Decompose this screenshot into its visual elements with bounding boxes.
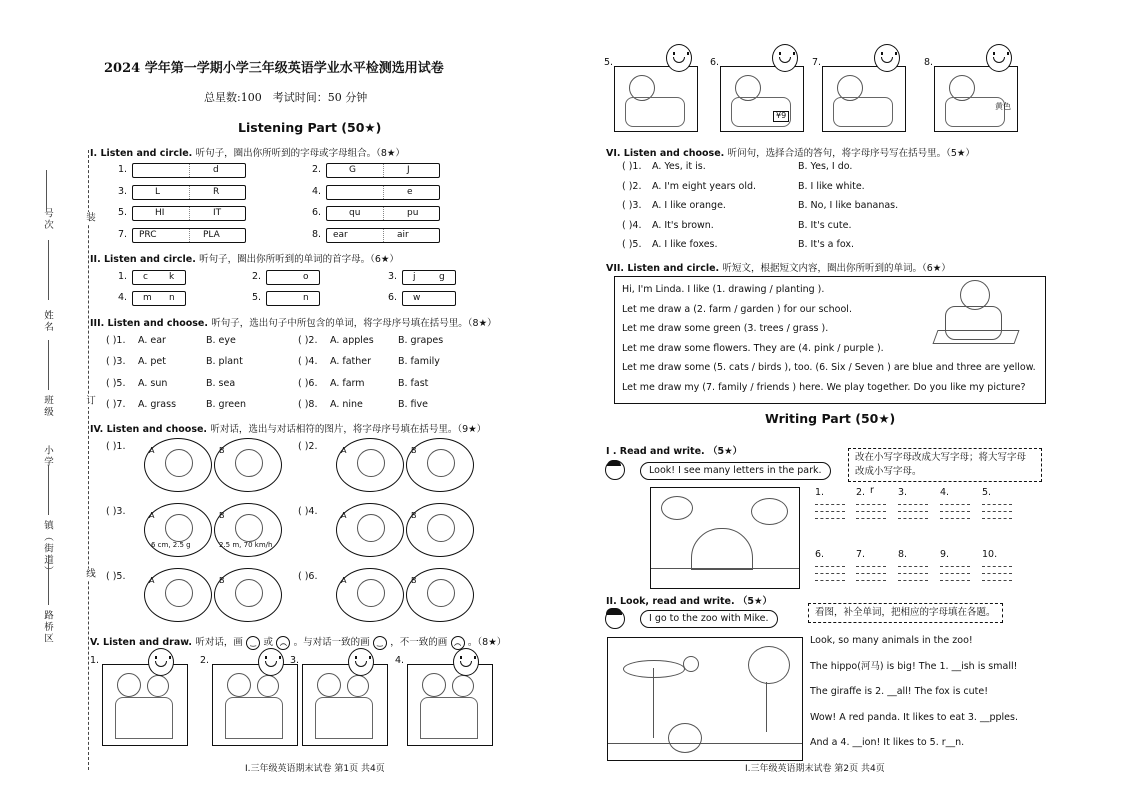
choice-a: A. farm xyxy=(330,377,365,389)
sad-face-icon: ︵ xyxy=(276,636,290,650)
option-a-text: ear xyxy=(333,229,348,240)
picture-sketch xyxy=(165,579,193,607)
picture-caption: 2.5 m, 70 km/h xyxy=(219,541,273,549)
choice-number: ( )2. xyxy=(298,441,318,452)
writing-line xyxy=(940,573,970,574)
writing-2-note: 看图，补全单词，把相应的字母填在各题。 xyxy=(808,603,1003,623)
writing-line xyxy=(815,566,845,567)
listen-draw-picture xyxy=(302,664,388,746)
writing-line xyxy=(815,518,845,519)
listen-draw-picture xyxy=(614,66,698,132)
option-a-text: HI xyxy=(155,208,165,218)
option-b-text: air xyxy=(397,229,409,240)
smile-face-icon xyxy=(258,648,284,676)
choice-b: B. grapes xyxy=(398,335,444,346)
option-letter: B xyxy=(411,446,417,455)
option-b-text: R xyxy=(213,186,220,197)
picture-sketch xyxy=(165,449,193,477)
choice-number: ( )7. xyxy=(106,398,126,410)
option-letter: B xyxy=(411,576,417,585)
writing-line xyxy=(856,511,886,512)
price-tag: ¥9 xyxy=(773,111,789,122)
answer-box xyxy=(132,228,246,243)
choice-b: B. It's a fox. xyxy=(798,239,855,250)
writing-line xyxy=(898,518,928,519)
boy-avatar xyxy=(603,458,625,484)
smile-face-icon: ‿ xyxy=(246,636,260,650)
answer-box xyxy=(132,206,246,221)
choice-number: ( )3. xyxy=(622,200,642,211)
choice-number: ( )4. xyxy=(298,356,318,368)
option-letter: B xyxy=(219,446,225,455)
choice-number: ( )2. xyxy=(622,180,642,192)
section-2-title: II. Listen and circle. 听句子，圈出你所听到的单词的首字母。（6★） xyxy=(90,254,399,265)
choice-a: A. Yes, it is. xyxy=(652,161,706,172)
section-6-title: VI. Listen and choose. 听问句，选择合适的答句，将字母序号写在括号里。（5★） xyxy=(606,148,975,159)
choice-b: B. Yes, I do. xyxy=(798,161,853,172)
figure-sketch xyxy=(452,675,474,697)
section-4-title: IV. Listen and choose. 听对话，选出与对话相符的图片，将字母序号填在括号里。（9★） xyxy=(90,424,487,435)
side-label-town: 镇（街道） xyxy=(42,520,53,578)
option-letter: B xyxy=(219,576,225,585)
face-mouth xyxy=(881,57,893,63)
passage-line: Let me draw some flowers. They are (4. pink / purple ). xyxy=(622,342,884,354)
figure-body xyxy=(420,697,478,739)
sad-face-icon: ︵ xyxy=(451,636,465,650)
figure-sketch xyxy=(227,673,251,697)
box-divider xyxy=(383,186,384,199)
picture-number: 1. xyxy=(90,655,100,666)
figure-body xyxy=(115,697,173,739)
choice-number: ( )6. xyxy=(298,377,318,389)
answer-number: 7. xyxy=(856,549,866,560)
score-line: 总星数:100 考试时间：50 分钟 xyxy=(204,91,368,104)
zoo-sentence: The giraffe is 2. __all! The fox is cute! xyxy=(810,686,989,697)
writing-1-bubble: Look! I see many letters in the park. xyxy=(640,462,831,480)
picture-option-a xyxy=(144,503,212,557)
answer-box xyxy=(266,270,320,285)
picture-sketch xyxy=(235,449,263,477)
picture-option-b xyxy=(406,503,474,557)
box-divider xyxy=(189,229,190,242)
option-b-text: IT xyxy=(213,208,222,218)
option-a-text: j xyxy=(413,272,416,282)
writing-line xyxy=(940,518,970,519)
listen-draw-picture xyxy=(822,66,906,132)
choice-a: A. It's brown. xyxy=(652,219,714,231)
smile-face-icon xyxy=(148,648,174,676)
choice-a: A. nine xyxy=(330,398,363,410)
figure-sketch xyxy=(317,673,341,697)
zoo-sentence: And a 4. __ion! It likes to 5. r__n. xyxy=(810,737,965,748)
answer-number: 6. xyxy=(815,549,825,560)
side-label-name: 姓名 xyxy=(42,310,53,333)
writing-2-bubble: I go to the zoo with Mike. xyxy=(640,610,778,628)
choice-number: ( )3. xyxy=(106,356,126,368)
zoo-sentence: Look, so many animals in the zoo! xyxy=(810,635,973,646)
picture-option-b xyxy=(406,438,474,492)
answer-number: 1. xyxy=(815,487,825,498)
writing-1-note: 改在小写字母改成大写字母；将大写字母改成小写字母。 xyxy=(848,448,1042,482)
face-eyes xyxy=(881,52,897,55)
figure-sketch xyxy=(147,675,169,697)
writing-line xyxy=(815,573,845,574)
writing-line xyxy=(898,580,928,581)
answer-box xyxy=(132,185,246,200)
writing-line xyxy=(856,566,886,567)
section-5-title: V. Listen and draw. 听对话，画 ‿ 或 ︵ 。与对话一致的画 ‿ ，不一致的画 ︵ 。（8★） xyxy=(90,637,507,648)
item-number: 3. xyxy=(118,185,128,197)
smile-face-icon xyxy=(348,648,374,676)
item-number: 1. xyxy=(118,164,128,175)
smile-face-icon xyxy=(666,44,692,72)
picture-number: 6. xyxy=(710,57,720,68)
option-b-text: k xyxy=(169,272,175,282)
picture-number: 7. xyxy=(812,57,822,68)
choice-number: ( )1. xyxy=(106,335,126,346)
passage-line: Let me draw my (7. family / friends ) here. We play together. Do you like my picture? xyxy=(622,381,1026,393)
choice-a: A. pet xyxy=(138,356,166,368)
picture-number: 5. xyxy=(604,57,614,68)
answer-number: 8. xyxy=(898,549,908,560)
picture-option-b xyxy=(214,503,282,557)
number-blank xyxy=(46,170,47,210)
choice-a: A. grass xyxy=(138,398,177,410)
option-letter: A xyxy=(341,446,347,455)
passage-line: Let me draw some green (3. trees / grass ). xyxy=(622,323,829,334)
option-b-text: o xyxy=(303,272,309,282)
option-b-text: pu xyxy=(407,208,419,218)
zoo-sentence: Wow! A red panda. It likes to eat 3. __pples. xyxy=(810,711,1018,723)
writing-1-title: I . Read and write. （5★） xyxy=(606,446,743,457)
face-mouth xyxy=(355,661,367,667)
writing-line xyxy=(982,573,1012,574)
option-letter: A xyxy=(341,511,347,520)
answer-box xyxy=(402,291,456,306)
face-mouth xyxy=(265,661,277,667)
option-letter: A xyxy=(341,576,347,585)
choice-b: B. eye xyxy=(206,335,236,346)
face-eyes xyxy=(265,656,281,659)
picture-option-a xyxy=(144,438,212,492)
duck-color-note: 黄色 xyxy=(995,102,1011,111)
choice-a: A. I'm eight years old. xyxy=(652,180,757,192)
option-a-text: c xyxy=(143,272,148,282)
choice-number: ( )4. xyxy=(622,219,642,231)
side-label-district: 路桥区 xyxy=(42,610,53,645)
given-letter-hint: r xyxy=(870,485,874,496)
writing-line xyxy=(898,504,928,505)
choice-number: ( )8. xyxy=(298,398,318,410)
page-1-footer: Ⅰ.三年级英语期末试卷 第1页 共4页 xyxy=(245,764,385,774)
picture-caption: 6 cm, 2.5 g xyxy=(151,541,191,549)
picture-number: 8. xyxy=(924,57,934,68)
face-eyes xyxy=(355,656,371,659)
choice-number: ( )5. xyxy=(622,239,642,250)
box-divider xyxy=(383,164,384,177)
item-number: 3. xyxy=(388,271,398,282)
picture-sketch xyxy=(357,449,385,477)
writing-line xyxy=(815,511,845,512)
option-b-text: e xyxy=(407,186,413,197)
face-mouth xyxy=(673,57,685,63)
answer-number: 4. xyxy=(940,487,950,498)
option-a-text: m xyxy=(143,293,152,303)
box-divider xyxy=(383,229,384,242)
option-b-text: J xyxy=(407,165,410,175)
option-a-text: G xyxy=(349,165,356,175)
writing-line xyxy=(982,518,1012,519)
item-number: 4. xyxy=(118,292,128,303)
answer-box xyxy=(326,185,440,200)
face-eyes xyxy=(460,656,476,659)
picture-option-a xyxy=(144,568,212,622)
box-divider xyxy=(189,164,190,177)
smile-face-icon: ‿ xyxy=(373,636,387,650)
picture-sketch xyxy=(427,514,455,542)
choice-a: A. apples xyxy=(330,335,374,346)
writing-2-title: II. Look, read and write. （5★） xyxy=(606,596,773,607)
side-label-number: 号次 xyxy=(42,208,53,231)
choice-b: B. No, I like bananas. xyxy=(798,200,899,211)
picture-number: 3. xyxy=(290,655,300,666)
option-b-text: PLA xyxy=(203,229,220,240)
option-a-text: PRC xyxy=(139,229,157,240)
side-blank-1 xyxy=(48,240,49,300)
item-number: 6. xyxy=(388,292,398,303)
choice-number: ( )6. xyxy=(298,571,318,582)
option-letter: A xyxy=(149,446,155,455)
writing-line xyxy=(982,504,1012,505)
option-b-text: d xyxy=(213,165,219,175)
writing-line xyxy=(856,580,886,581)
figure-body xyxy=(625,97,685,127)
writing-line xyxy=(982,580,1012,581)
option-b-text: g xyxy=(439,272,445,282)
option-a-text: qu xyxy=(349,208,361,218)
item-number: 8. xyxy=(312,228,322,240)
writing-line xyxy=(982,511,1012,512)
writing-heading: Writing Part (50★) xyxy=(765,411,896,426)
writing-line xyxy=(856,518,886,519)
side-mark-xian: 线 xyxy=(84,568,95,580)
writing-line xyxy=(940,504,970,505)
option-a-text: w xyxy=(413,293,421,303)
option-letter: A xyxy=(149,511,155,520)
listen-draw-picture xyxy=(720,66,804,132)
writing-line xyxy=(856,573,886,574)
item-number: 7. xyxy=(118,228,128,240)
smile-face-icon xyxy=(874,44,900,72)
answer-box xyxy=(326,206,440,221)
side-mark-zhuang: 装 xyxy=(84,212,95,224)
answer-box xyxy=(266,291,320,306)
section-3-title: III. Listen and choose. 听句子，选出句子中所包含的单词，将字母序号填在括号里。（8★） xyxy=(90,318,497,329)
item-number: 2. xyxy=(312,164,322,175)
answer-box xyxy=(402,270,456,285)
choice-number: ( )2. xyxy=(298,335,318,346)
figure-body xyxy=(833,97,893,127)
option-a-text: L xyxy=(155,186,161,197)
figure-sketch xyxy=(257,675,279,697)
item-number: 1. xyxy=(118,271,128,282)
zoo-sentence: The hippo(河马) is big! The 1. __ish is small! xyxy=(810,660,1018,672)
writing-line xyxy=(815,504,845,505)
picture-option-a xyxy=(336,503,404,557)
girl-drawing-illustration xyxy=(935,280,1027,350)
picture-option-b xyxy=(214,568,282,622)
choice-b: B. It's cute. xyxy=(798,219,852,231)
listen-draw-picture xyxy=(407,664,493,746)
writing-line xyxy=(815,580,845,581)
box-divider xyxy=(189,186,190,199)
box-divider xyxy=(189,207,190,220)
face-eyes xyxy=(993,52,1009,55)
figure-sketch xyxy=(117,673,141,697)
picture-sketch xyxy=(235,579,263,607)
item-number: 4. xyxy=(312,185,322,197)
answer-box xyxy=(132,270,186,285)
answer-box xyxy=(132,291,186,306)
picture-sketch xyxy=(427,449,455,477)
choice-b: B. sea xyxy=(206,377,236,389)
side-mark-ding: 订 xyxy=(84,395,95,407)
writing-line xyxy=(940,580,970,581)
listening-heading: Listening Part (50★) xyxy=(238,120,382,135)
picture-sketch xyxy=(235,514,263,542)
answer-box xyxy=(326,163,440,178)
face-mouth xyxy=(460,661,472,667)
mike-avatar xyxy=(603,607,625,633)
choice-a: A. I like foxes. xyxy=(652,239,718,250)
picture-sketch xyxy=(427,579,455,607)
figure-sketch xyxy=(347,675,369,697)
face-eyes xyxy=(673,52,689,55)
option-letter: A xyxy=(149,576,155,585)
face-eyes xyxy=(155,656,171,659)
zoo-picture xyxy=(607,637,803,761)
choice-b: B. I like white. xyxy=(798,180,865,192)
smile-face-icon xyxy=(986,44,1012,72)
choice-a: A. sun xyxy=(138,377,168,389)
page-2-footer: Ⅰ.三年级英语期末试卷 第2页 共4页 xyxy=(745,764,885,774)
exam-title: 2024 学年第一学期小学三年级英语学业水平检测选用试卷 xyxy=(104,61,444,76)
option-letter: B xyxy=(411,511,417,520)
face-mouth xyxy=(993,57,1005,63)
passage-line: Let me draw some (5. cats / birds ), too. (6. Six / Seven ) are blue and three are yellow. xyxy=(622,362,1036,373)
picture-sketch xyxy=(357,514,385,542)
figure-sketch xyxy=(422,673,446,697)
choice-b: B. five xyxy=(398,398,429,410)
choice-b: B. fast xyxy=(398,377,429,389)
figure-body xyxy=(315,697,373,739)
writing-line xyxy=(898,511,928,512)
side-label-class: 班级 xyxy=(42,395,53,418)
section-1-title: I. Listen and circle. 听句子，圈出你所听到的字母或字母组合。（8★） xyxy=(90,148,405,159)
picture-number: 2. xyxy=(200,655,210,666)
side-blank-4 xyxy=(48,555,49,605)
item-number: 5. xyxy=(118,207,128,218)
item-number: 2. xyxy=(252,271,262,282)
option-b-text: n xyxy=(303,293,309,303)
answer-number: 3. xyxy=(898,487,908,498)
choice-b: B. green xyxy=(206,398,246,410)
smile-face-icon xyxy=(453,648,479,676)
picture-sketch xyxy=(165,514,193,542)
listen-draw-picture xyxy=(934,66,1018,132)
passage-line: Let me draw a (2. farm / garden ) for our school. xyxy=(622,303,852,315)
writing-line xyxy=(982,566,1012,567)
choice-number: ( )3. xyxy=(106,506,126,517)
writing-line xyxy=(940,566,970,567)
writing-line xyxy=(856,504,886,505)
picture-sketch xyxy=(357,579,385,607)
writing-line xyxy=(898,566,928,567)
side-blank-2 xyxy=(48,340,49,390)
option-b-text: n xyxy=(169,293,175,303)
binding-line xyxy=(88,150,89,770)
face-mouth xyxy=(779,57,791,63)
smile-face-icon xyxy=(772,44,798,72)
choice-number: ( )1. xyxy=(106,441,126,452)
choice-number: ( )1. xyxy=(622,161,642,172)
answer-box xyxy=(326,228,440,243)
picture-option-b xyxy=(406,568,474,622)
side-blank-3 xyxy=(48,465,49,515)
choice-b: B. plant xyxy=(206,356,243,368)
choice-b: B. family xyxy=(398,356,440,368)
figure-body xyxy=(225,697,283,739)
picture-option-a xyxy=(336,438,404,492)
listen-draw-picture xyxy=(212,664,298,746)
answer-number: 5. xyxy=(982,487,992,498)
choice-number: ( )5. xyxy=(106,571,126,582)
choice-a: A. ear xyxy=(138,335,166,346)
item-number: 6. xyxy=(312,207,322,218)
choice-a: A. father xyxy=(330,356,372,368)
picture-option-a xyxy=(336,568,404,622)
side-label-school: 小学 xyxy=(42,445,53,468)
choice-a: A. I like orange. xyxy=(652,200,726,211)
choice-number: ( )5. xyxy=(106,377,126,389)
choice-number: ( )4. xyxy=(298,506,318,517)
picture-option-b xyxy=(214,438,282,492)
writing-line xyxy=(940,511,970,512)
answer-box xyxy=(132,163,246,178)
section-7-title: VII. Listen and circle. 听短文，根据短文内容，圈出你所听到的单词。（6★） xyxy=(606,263,951,274)
park-letters-picture xyxy=(650,487,800,589)
box-divider xyxy=(383,207,384,220)
writing-line xyxy=(898,573,928,574)
face-mouth xyxy=(155,661,167,667)
answer-number: 10. xyxy=(982,549,998,560)
face-eyes xyxy=(779,52,795,55)
option-letter: B xyxy=(219,511,225,520)
passage-line: Hi, I'm Linda. I like (1. drawing / planting ). xyxy=(622,284,825,295)
answer-number: 2. xyxy=(856,487,866,498)
picture-number: 4. xyxy=(395,655,405,666)
answer-number: 9. xyxy=(940,549,950,560)
listen-draw-picture xyxy=(102,664,188,746)
item-number: 5. xyxy=(252,292,262,303)
